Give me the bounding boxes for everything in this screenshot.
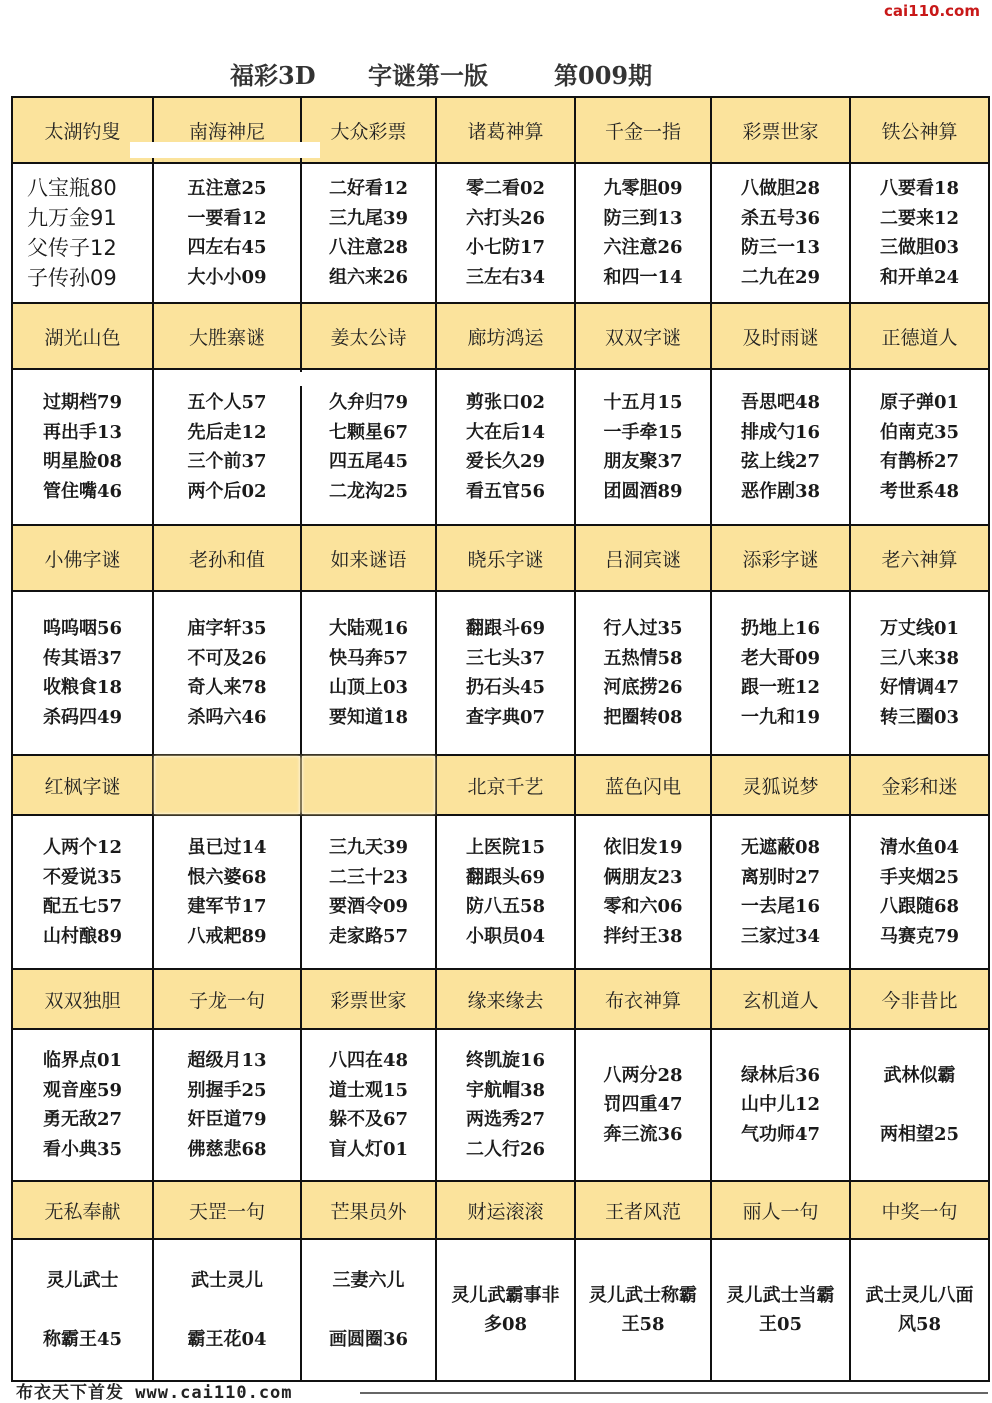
riddle-line: 三九天39 — [328, 837, 409, 858]
column-header: 红枫字谜 — [12, 755, 153, 815]
riddle-line: 查字典07 — [465, 706, 546, 728]
riddle-line: 二三十23 — [328, 866, 409, 888]
riddle-line: 九零胆09 — [603, 178, 683, 199]
column-header: 彩票世家 — [301, 969, 436, 1029]
riddle-cell — [12, 1029, 153, 1181]
entries-row — [12, 163, 989, 303]
riddle-line: 建军节17 — [187, 896, 267, 917]
riddle-cell — [575, 815, 711, 969]
riddle-line: 清水鱼04 — [879, 837, 960, 858]
riddle-line: 四左右45 — [187, 237, 267, 258]
riddle-line: 防三一13 — [740, 237, 821, 258]
riddle-cell — [850, 1239, 989, 1381]
riddle-line: 杀五号36 — [740, 207, 821, 229]
riddle-line: 杀吗六46 — [187, 706, 267, 728]
riddle-line: 奸臣道79 — [187, 1109, 267, 1130]
riddle-line: 躲不及67 — [328, 1109, 409, 1130]
riddle-cell — [436, 1239, 575, 1381]
entries-row — [12, 591, 989, 755]
riddle-line: 零和六06 — [603, 896, 683, 917]
riddle-line: 武士灵儿 — [191, 1269, 263, 1291]
riddle-cell — [711, 815, 850, 969]
riddle-line: 气功师47 — [740, 1123, 821, 1145]
riddle-cell — [575, 591, 711, 755]
redaction-mask — [300, 372, 430, 386]
riddle-line: 二好看12 — [328, 178, 409, 199]
entries-row — [12, 1239, 989, 1381]
riddle-grid — [11, 96, 990, 1382]
riddle-cell — [850, 1029, 989, 1181]
riddle-cell — [850, 815, 989, 969]
riddle-cell — [12, 591, 153, 755]
riddle-cell — [850, 369, 989, 525]
riddle-line: 万丈线01 — [879, 618, 960, 639]
riddle-cell — [850, 163, 989, 303]
column-header: 老孙和值 — [153, 525, 301, 591]
riddle-line: 快马奔57 — [328, 647, 409, 669]
riddle-line: 大小小09 — [187, 266, 267, 288]
riddle-cell — [436, 1029, 575, 1181]
riddle-line: 防三到13 — [603, 207, 683, 229]
riddle-line: 跟一班12 — [740, 677, 821, 698]
riddle-line: 零二看02 — [465, 178, 546, 199]
riddle-cell — [436, 815, 575, 969]
riddle-line: 原子弹01 — [879, 392, 960, 413]
riddle-line: 弦上线27 — [740, 451, 821, 472]
riddle-line: 九万金91 — [27, 206, 117, 230]
riddle-line: 两个后02 — [187, 480, 267, 502]
riddle-line: 过期档79 — [42, 392, 123, 413]
column-header: 吕洞宾谜 — [575, 525, 711, 591]
column-header: 芒果员外 — [301, 1181, 436, 1239]
riddle-cell — [575, 369, 711, 525]
riddle-cell — [711, 591, 850, 755]
column-header: 晓乐字谜 — [436, 525, 575, 591]
column-header: 蓝色闪电 — [575, 755, 711, 815]
riddle-line: 五热情58 — [603, 647, 683, 669]
riddle-line: 庙字轩35 — [187, 618, 267, 639]
riddle-line: 伯南克35 — [879, 421, 960, 443]
riddle-line: 八两分28 — [603, 1064, 683, 1086]
cell-gap — [13, 1295, 152, 1325]
column-header: 添彩字谜 — [711, 525, 850, 591]
riddle-line: 扔石头45 — [465, 677, 546, 698]
riddle-line: 大陆观16 — [328, 618, 409, 639]
riddle-cell — [575, 1029, 711, 1181]
riddle-line: 山顶上03 — [328, 677, 409, 698]
riddle-cell — [153, 1029, 301, 1181]
riddle-line: 翻跟头69 — [465, 866, 546, 888]
riddle-line: 罚四重47 — [603, 1094, 683, 1116]
riddle-line: 奔三流36 — [603, 1123, 683, 1145]
riddle-line: 久弁归79 — [328, 392, 409, 413]
riddle-line: 八四在48 — [328, 1050, 409, 1071]
riddle-line: 老大哥09 — [740, 647, 821, 669]
riddle-line: 八注意28 — [328, 237, 409, 258]
riddle-line: 把圈转08 — [603, 706, 683, 728]
riddle-line: 一去尾16 — [740, 896, 821, 917]
column-header: 子龙一句 — [153, 969, 301, 1029]
title-lottery: 福彩3D — [230, 60, 316, 90]
riddle-line: 一要看12 — [187, 207, 267, 229]
riddle-cell — [301, 1239, 436, 1381]
riddle-line: 三七头37 — [465, 647, 546, 669]
riddle-line: 灵儿武士 — [46, 1269, 119, 1291]
riddle-line: 超级月13 — [187, 1050, 267, 1071]
riddle-line: 别握手25 — [187, 1079, 267, 1101]
riddle-line: 武士灵儿八面风58 — [865, 1284, 974, 1335]
header-row — [12, 1181, 989, 1239]
riddle-line: 七颗星67 — [328, 421, 409, 443]
cell-gap — [851, 1090, 988, 1120]
riddle-line: 无遮蔽08 — [740, 837, 821, 858]
riddle-line: 拌纣王38 — [603, 925, 683, 947]
riddle-line: 恨六婆68 — [187, 866, 267, 888]
riddle-line: 一九和19 — [740, 706, 821, 728]
title-edition: 字谜第一版 — [368, 60, 488, 90]
column-header: 布衣神算 — [575, 969, 711, 1029]
riddle-line: 二要来12 — [879, 207, 960, 229]
riddle-line: 二人行26 — [465, 1138, 546, 1160]
riddle-line: 山中儿12 — [740, 1094, 821, 1116]
riddle-line: 收粮食18 — [42, 677, 123, 698]
riddle-line: 临界点01 — [42, 1050, 123, 1071]
column-header: 王者风范 — [575, 1181, 711, 1239]
riddle-line: 两选秀27 — [465, 1109, 546, 1130]
riddle-line: 先后走12 — [187, 421, 267, 443]
riddle-line: 俩朋友23 — [603, 866, 683, 888]
column-header: 姜太公诗 — [301, 303, 436, 369]
riddle-line: 盲人灯01 — [328, 1138, 409, 1160]
header-row — [12, 303, 989, 369]
column-header — [301, 755, 436, 815]
riddle-cell — [301, 163, 436, 303]
riddle-line: 离别时27 — [740, 866, 821, 888]
entries-row — [12, 815, 989, 969]
riddle-line: 三左右34 — [465, 266, 546, 288]
riddle-line: 绿林后36 — [740, 1064, 821, 1086]
riddle-line: 三做胆03 — [879, 237, 960, 258]
riddle-line: 八戒耙89 — [187, 925, 267, 947]
riddle-line: 走家路57 — [328, 925, 409, 947]
riddle-line: 虽已过14 — [187, 837, 267, 858]
riddle-cell — [12, 163, 153, 303]
riddle-line: 两相望25 — [879, 1124, 960, 1145]
riddle-line: 朋友聚37 — [603, 451, 683, 472]
riddle-line: 配五七57 — [42, 896, 123, 917]
column-header: 丽人一句 — [711, 1181, 850, 1239]
riddle-line: 翻跟斗69 — [465, 618, 546, 639]
site-logo: cai110.com — [884, 2, 980, 20]
riddle-line: 六打头26 — [465, 207, 546, 229]
column-header: 灵狐说梦 — [711, 755, 850, 815]
riddle-line: 不爱说35 — [42, 866, 123, 888]
riddle-line: 剪张口02 — [465, 392, 546, 413]
riddle-line: 小职员04 — [465, 925, 546, 947]
riddle-cell — [575, 1239, 711, 1381]
riddle-line: 八要看18 — [879, 178, 960, 199]
column-header: 双双字谜 — [575, 303, 711, 369]
column-header: 湖光山色 — [12, 303, 153, 369]
riddle-line: 六注意26 — [603, 237, 683, 258]
footer-credit: 布衣天下首发 www.cai110.com — [16, 1383, 293, 1403]
riddle-line: 和开单24 — [879, 266, 960, 288]
riddle-line: 八宝瓶80 — [27, 176, 117, 200]
column-header: 中奖一句 — [850, 1181, 989, 1239]
column-header: 廊坊鸿运 — [436, 303, 575, 369]
riddle-line: 三八来38 — [879, 647, 960, 669]
riddle-line: 奇人来78 — [187, 677, 267, 698]
riddle-line: 明星脸08 — [42, 451, 123, 472]
riddle-line: 八跟随68 — [879, 896, 960, 917]
riddle-cell — [153, 591, 301, 755]
column-header: 玄机道人 — [711, 969, 850, 1029]
column-header: 今非昔比 — [850, 969, 989, 1029]
riddle-line: 杀码四49 — [42, 706, 123, 728]
riddle-line: 不可及26 — [187, 647, 267, 669]
riddle-line: 一手牵15 — [603, 421, 683, 443]
riddle-line: 要知道18 — [328, 706, 409, 728]
riddle-line: 大在后14 — [465, 421, 546, 443]
column-header: 老六神算 — [850, 525, 989, 591]
cell-gap — [302, 1295, 435, 1325]
riddle-line: 二龙沟25 — [328, 480, 409, 502]
column-header: 彩票世家 — [711, 97, 850, 163]
riddle-line: 转三圈03 — [879, 706, 960, 728]
riddle-line: 霸王花04 — [187, 1329, 267, 1350]
riddle-line: 马赛克79 — [879, 925, 960, 947]
riddle-cell — [153, 815, 301, 969]
column-header: 大胜寨谜 — [153, 303, 301, 369]
riddle-cell — [711, 369, 850, 525]
riddle-cell — [12, 815, 153, 969]
riddle-line: 爱长久29 — [465, 451, 546, 472]
column-header: 太湖钓叟 — [12, 97, 153, 163]
riddle-line: 灵儿武士当霸王05 — [726, 1284, 835, 1335]
riddle-line: 终凯旋16 — [465, 1050, 546, 1071]
riddle-line: 呜呜咽56 — [42, 618, 123, 639]
column-header: 财运滚滚 — [436, 1181, 575, 1239]
column-header: 如来谜语 — [301, 525, 436, 591]
riddle-line: 再出手13 — [42, 421, 123, 443]
riddle-line: 武林似霸 — [883, 1064, 956, 1086]
header-row — [12, 969, 989, 1029]
page-title — [230, 54, 690, 92]
riddle-line: 佛慈悲68 — [187, 1138, 267, 1160]
column-header: 大众彩票 — [301, 97, 436, 163]
riddle-line: 宇航帽38 — [465, 1079, 546, 1101]
header-row — [12, 755, 989, 815]
riddle-line: 灵儿武霸事非多08 — [451, 1284, 560, 1335]
riddle-line: 手夹烟25 — [879, 866, 960, 888]
column-header: 缘来缘去 — [436, 969, 575, 1029]
riddle-line: 团圆酒89 — [603, 480, 683, 502]
riddle-line: 四五尾45 — [328, 451, 409, 472]
riddle-line: 十五月15 — [603, 392, 683, 413]
riddle-cell — [153, 163, 301, 303]
riddle-line: 三九尾39 — [328, 207, 409, 229]
riddle-cell — [436, 369, 575, 525]
riddle-line: 河底捞26 — [603, 677, 683, 698]
riddle-line: 防八五58 — [465, 896, 546, 917]
redaction-mask — [130, 142, 320, 158]
column-header: 无私奉献 — [12, 1181, 153, 1239]
column-header: 天罡一句 — [153, 1181, 301, 1239]
riddle-line: 传其语37 — [42, 647, 123, 669]
column-header: 南海神尼 — [153, 97, 301, 163]
riddle-line: 五个人57 — [187, 392, 267, 413]
column-header: 铁公神算 — [850, 97, 989, 163]
riddle-cell — [12, 1239, 153, 1381]
column-header: 双双独胆 — [12, 969, 153, 1029]
riddle-line: 父传子12 — [27, 236, 117, 260]
riddle-cell — [436, 163, 575, 303]
riddle-cell — [301, 591, 436, 755]
riddle-line: 扔地上16 — [740, 618, 821, 639]
riddle-cell — [301, 369, 436, 525]
riddle-cell — [301, 1029, 436, 1181]
riddle-line: 吾思吧48 — [740, 392, 821, 413]
riddle-line: 画圆圈36 — [328, 1329, 409, 1350]
riddle-line: 管住嘴46 — [42, 480, 123, 502]
riddle-line: 观音座59 — [42, 1079, 123, 1101]
riddle-line: 排成勺16 — [740, 421, 821, 443]
riddle-line: 组六来26 — [328, 266, 409, 288]
riddle-line: 道士观15 — [328, 1079, 409, 1101]
riddle-line: 要酒令09 — [328, 896, 409, 917]
riddle-line: 灵儿武士称霸王58 — [589, 1284, 697, 1335]
riddle-line: 依旧发19 — [603, 837, 683, 858]
riddle-line: 八做胆28 — [740, 178, 821, 199]
riddle-line: 看小典35 — [42, 1138, 123, 1160]
riddle-line: 山村酿89 — [42, 925, 123, 947]
riddle-line: 小七防17 — [465, 237, 546, 258]
footer-divider — [360, 1392, 988, 1394]
riddle-line: 有鹊桥27 — [879, 451, 960, 472]
riddle-cell — [711, 163, 850, 303]
column-header: 诸葛神算 — [436, 97, 575, 163]
riddle-cell — [12, 369, 153, 525]
riddle-cell — [850, 591, 989, 755]
entries-row — [12, 1029, 989, 1181]
riddle-cell — [711, 1029, 850, 1181]
riddle-line: 和四一14 — [603, 266, 683, 288]
column-header: 小佛字谜 — [12, 525, 153, 591]
column-header — [153, 755, 301, 815]
title-issue: 第009期 — [554, 60, 653, 90]
riddle-line: 考世系48 — [879, 480, 960, 502]
riddle-line: 人两个12 — [42, 837, 123, 858]
riddle-line: 恶作剧38 — [740, 480, 821, 502]
riddle-line: 好情调47 — [879, 677, 960, 698]
column-header: 千金一指 — [575, 97, 711, 163]
riddle-line: 三个前37 — [187, 451, 267, 472]
riddle-cell — [153, 1239, 301, 1381]
riddle-cell — [575, 163, 711, 303]
column-header: 正德道人 — [850, 303, 989, 369]
cell-gap — [154, 1295, 300, 1325]
entries-row — [12, 369, 989, 525]
riddle-line: 子传孙09 — [27, 266, 117, 290]
header-row — [12, 525, 989, 591]
riddle-line: 看五官56 — [465, 480, 546, 502]
riddle-line: 三家过34 — [740, 925, 821, 947]
riddle-line: 上医院15 — [465, 837, 546, 858]
riddle-line: 勇无敌27 — [42, 1109, 123, 1130]
riddle-line: 称霸王45 — [42, 1329, 123, 1350]
column-header: 金彩和迷 — [850, 755, 989, 815]
riddle-cell — [153, 369, 301, 525]
riddle-cell — [436, 591, 575, 755]
riddle-line: 三妻六儿 — [332, 1269, 405, 1291]
riddle-line: 五注意25 — [187, 178, 267, 199]
riddle-cell — [711, 1239, 850, 1381]
riddle-cell — [301, 815, 436, 969]
riddle-line: 二九在29 — [740, 266, 821, 288]
column-header: 北京千艺 — [436, 755, 575, 815]
riddle-line: 行人过35 — [603, 618, 683, 639]
column-header: 及时雨谜 — [711, 303, 850, 369]
